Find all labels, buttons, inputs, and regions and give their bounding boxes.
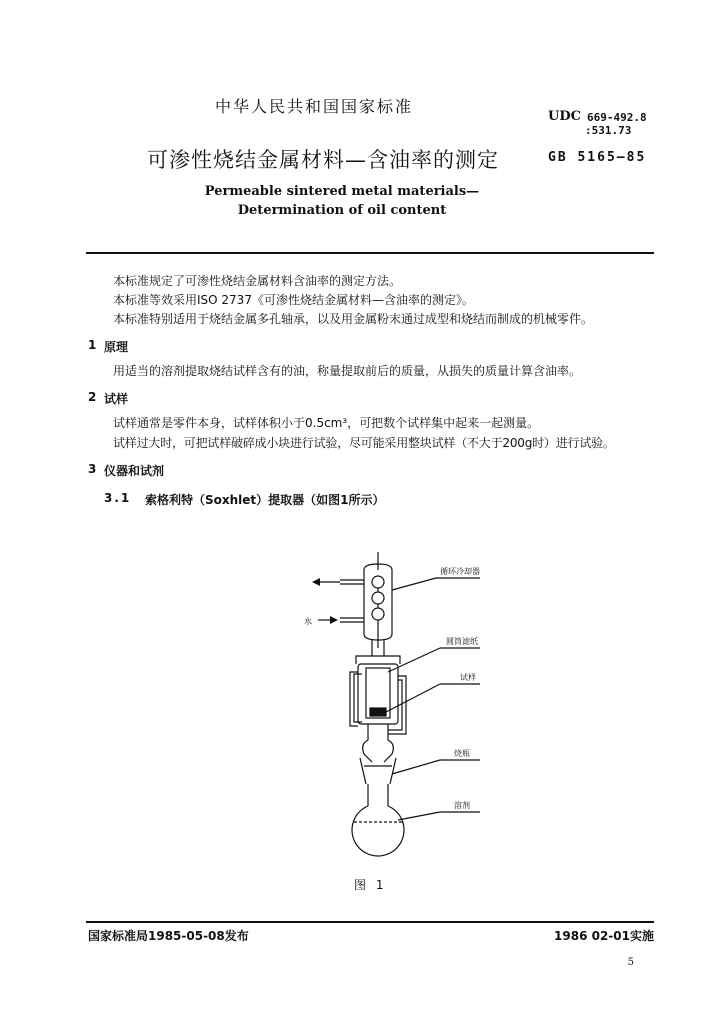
label-flask: 烧瓶 <box>454 749 470 758</box>
figure-caption: 图 1 <box>354 878 387 892</box>
label-solvent: 溶剂 <box>454 801 470 810</box>
label-condenser: 循环冷却器 <box>440 567 480 576</box>
document-title-en-line1: Permeable sintered metal materials— <box>204 184 480 199</box>
section-title: 原理 <box>104 340 129 354</box>
soxhlet-extractor-diagram <box>300 548 520 858</box>
section-paragraph: 试样过大时，可把试样破碎成小块进行试验，尽可能采用整块试样（不大于200g时）进行试验。 <box>113 436 615 450</box>
section-number: 3 <box>88 462 97 476</box>
intro-paragraph: 本标准规定了可渗性烧结金属材料含油率的测定方法。 <box>113 274 402 288</box>
section-title: 试样 <box>104 392 129 406</box>
document-title-zh: 可渗性烧结金属材料—含油率的测定 <box>147 148 499 172</box>
header-rule <box>86 252 654 254</box>
udc-code-line1: 669-492.8 <box>587 111 647 124</box>
footer-rule <box>86 921 654 923</box>
section-number: 2 <box>88 390 97 404</box>
section-paragraph: 试样通常是零件本身，试样体积小于0.5cm³，可把数个试样集中起来一起测量。 <box>113 416 540 430</box>
page-number: 5 <box>627 957 634 968</box>
label-sample: 试样 <box>460 673 476 682</box>
udc-code-line2: :531.73 <box>585 124 632 137</box>
section-title: 仪器和试剂 <box>104 464 165 478</box>
label-water: 水 <box>304 617 312 626</box>
intro-paragraph: 本标准特别适用于烧结金属多孔轴承，以及用金属粉末通过成型和烧结而制成的机械零件。 <box>113 312 594 326</box>
section-paragraph: 用适当的溶剂提取烧结试样含有的油，称量提取前后的质量，从损失的质量计算含油率。 <box>113 364 582 378</box>
document-title-en-line2: Determination of oil content <box>237 203 447 218</box>
outlet-arrow <box>312 578 320 586</box>
issue-date: 国家标准局1985-05-08发布 <box>88 929 249 943</box>
gb-code: GB 5165—85 <box>548 150 647 165</box>
section-number: 1 <box>88 338 97 352</box>
intro-paragraph: 本标准等效采用ISO 2737《可渗性烧结金属材料—含油率的测定》。 <box>113 293 474 307</box>
subsection-title: 索格利特（Soxhlet）提取器（如图1所示） <box>145 493 385 507</box>
subsection-number: 3.1 <box>104 491 132 505</box>
udc-label: UDC <box>548 109 581 124</box>
org-title: 中华人民共和国国家标准 <box>215 97 414 116</box>
effective-date: 1986 02-01实施 <box>554 929 654 943</box>
inlet-arrow <box>330 616 338 624</box>
label-filter-paper: 圆筒滤纸 <box>446 637 478 646</box>
